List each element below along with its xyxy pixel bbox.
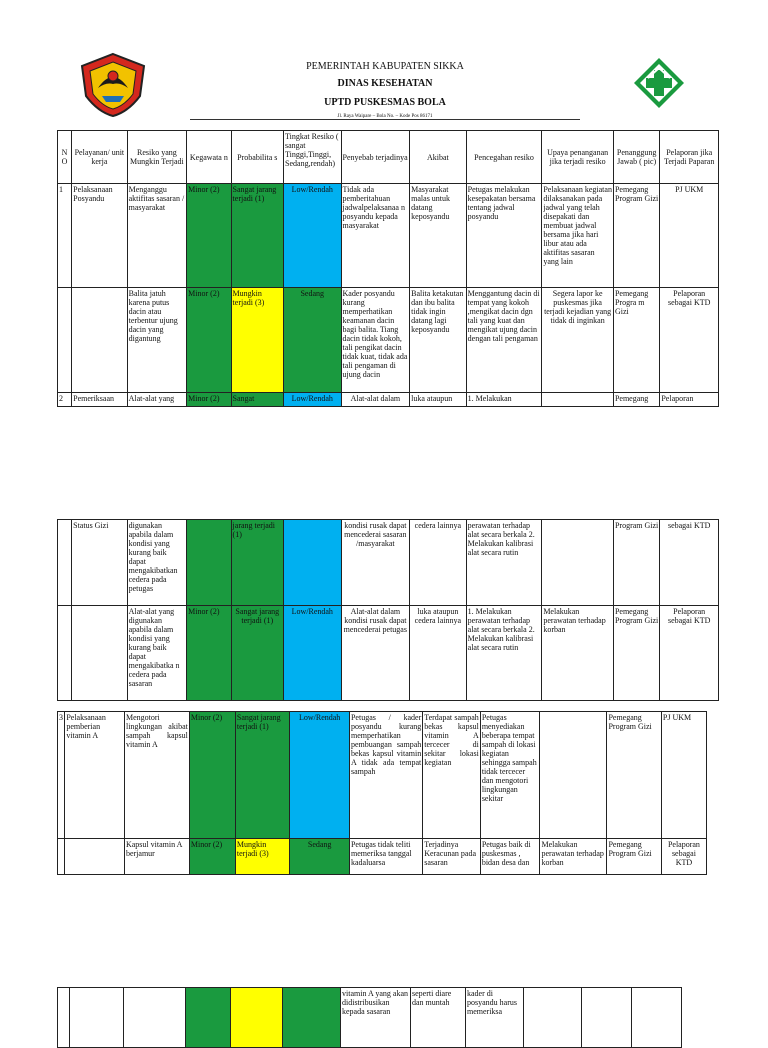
cell-prevention: perawatan terhadap alat secara berkala 2. Melakukan kalibrasi alat secara rutin — [466, 520, 542, 606]
cell-severity: Minor (2) — [189, 839, 235, 875]
cell-risk-level: Low/Rendah — [284, 184, 342, 288]
header-pic: Penanggung Jawab ( pic) — [613, 131, 659, 184]
header-handling: Upaya penanganan jika terjadi resiko — [542, 131, 614, 184]
letterhead — [200, 60, 570, 121]
cell-risk-level — [283, 988, 341, 1048]
header-risk: Resiko yang Mungkin Terjadi — [127, 131, 187, 184]
cell-no — [58, 520, 72, 606]
cell-unit: Pelaksanaan Posyandu — [72, 184, 128, 288]
table-row — [58, 839, 707, 875]
cell-risk: Balita jatuh karena putus dacin atau terbentur ujung dacin yang digantung — [127, 288, 187, 393]
cell-unit: Status Gizi — [72, 520, 128, 606]
cell-severity — [186, 988, 231, 1048]
table-row — [58, 288, 719, 393]
cell-reporting: Pelaporan sebagai KTD — [661, 839, 706, 875]
cell-cause: Alat-alat dalam kondisi rusak dapat mencederai petugas — [341, 606, 410, 701]
table-row — [58, 988, 682, 1048]
cell-probability: Mungkin terjadi (3) — [235, 839, 289, 875]
cell-unit — [70, 988, 124, 1048]
cell-risk: Alat-alat yang — [127, 393, 187, 407]
cell-pic: Pemegang Program Gizi — [613, 606, 659, 701]
cell-reporting: PJ UKM — [660, 184, 719, 288]
cell-prevention: Petugas menyediakan beberapa tempat sampah di lokasi kegiatan sehingga sampah tidak tercecer dan mengotori lingkungan sekitar — [480, 712, 540, 839]
table-row — [58, 606, 719, 701]
cell-reporting: Pelaporan sebagai KTD — [660, 606, 719, 701]
cell-risk-level — [284, 520, 342, 606]
cell-pic — [582, 988, 632, 1048]
cell-cause: kondisi rusak dapat mencederai sasaran /masyarakat — [341, 520, 410, 606]
cell-handling: Pelaksanaan kegiatan dilaksanakan pada jadwal yang telah disepakati dan membuat jadwal bersama jika hari libur atau ada aktifitas sasaran yang lain — [542, 184, 614, 288]
cell-severity: Minor (2) — [187, 184, 231, 288]
header-severity: Kegawata n — [187, 131, 231, 184]
letterhead-address: Jl. Raya Waipare – Bola No. – Kode Pos 86171 — [337, 114, 433, 119]
cell-pic: Pemegang Program Gizi — [607, 839, 661, 875]
cell-prevention: Petugas baik di puskesmas , bidan desa dan — [480, 839, 540, 875]
cell-handling: Melakukan perawatan terhadap korban — [542, 606, 614, 701]
cell-risk — [124, 988, 186, 1048]
cell-probability: Sangat jarang terjadi (1) — [231, 184, 283, 288]
cell-cause: Petugas tidak teliti memeriksa tanggal kadaluarsa — [349, 839, 422, 875]
header-reporting: Pelaporan jika Terjadi Paparan — [660, 131, 719, 184]
cell-unit — [72, 288, 128, 393]
cell-no — [58, 288, 72, 393]
cell-prevention: Petugas melakukan kesepakatan bersama tentang jadwal posyandu — [466, 184, 542, 288]
table-row — [58, 520, 719, 606]
cell-unit — [72, 606, 128, 701]
puskesmas-logo — [632, 56, 686, 110]
header-probability: Probabilita s — [231, 131, 283, 184]
cell-handling: Segera lapor ke puskesmas jika terjadi kejadian yang tidak di inginkan — [542, 288, 614, 393]
cell-probability: Sangat jarang terjadi (1) — [235, 712, 289, 839]
cell-severity — [187, 520, 231, 606]
cell-risk: Alat-alat yang digunakan apabila dalam kondisi yang kurang baik dapat mengakibatka n cedera pada sasaran — [127, 606, 187, 701]
cell-no — [58, 606, 72, 701]
cell-risk: Menganggu aktifitas sasaran / masyarakat — [127, 184, 187, 288]
cell-cause: Alat-alat dalam — [341, 393, 410, 407]
cell-effect: luka ataupun cedera lainnya — [410, 606, 467, 701]
cell-prevention: 1. Melakukan perawatan terhadap alat secara berkala 2. Melakukan kalibrasi alat secara rutin — [466, 606, 542, 701]
cell-reporting: sebagai KTD — [660, 520, 719, 606]
cell-reporting: PJ UKM — [661, 712, 706, 839]
cell-probability: Mungkin terjadi (3) — [231, 288, 283, 393]
cell-probability — [231, 988, 283, 1048]
cell-probability: jarang terjadi (1) — [231, 520, 283, 606]
cell-pic: Pemegang Progra m Gizi — [613, 288, 659, 393]
cell-risk-level: Low/Rendah — [290, 712, 350, 839]
cell-pic: Pemegang — [613, 393, 659, 407]
cell-risk-level: Low/Rendah — [284, 393, 342, 407]
letterhead-unit: UPTD PUSKESMAS BOLA — [324, 97, 446, 108]
cell-no — [58, 839, 65, 875]
cell-cause: vitamin A yang akan didistribusikan kepada sasaran — [341, 988, 411, 1048]
cell-effect: seperti diare dan muntah — [411, 988, 466, 1048]
cell-prevention: kader di posyandu harus memeriksa — [466, 988, 524, 1048]
cell-risk: Kapsul vitamin A berjamur — [124, 839, 189, 875]
cell-unit — [65, 839, 125, 875]
cell-risk-level: Sedang — [290, 839, 350, 875]
cell-probability: Sangat jarang terjadi (1) — [231, 606, 283, 701]
cell-handling — [542, 520, 614, 606]
cell-cause: Tidak ada pemberitahuan jadwalpelaksanaa n posyandu kepada masyarakat — [341, 184, 410, 288]
kabupaten-sikka-emblem — [78, 52, 148, 118]
letterhead-divider — [190, 119, 580, 120]
cell-effect: Terdapat sampah bekas kapsul vitamin A tercecer di sekitar lokasi kegiatan — [423, 712, 481, 839]
cell-risk-level: Sedang — [284, 288, 342, 393]
cell-pic: Pemegang Program Gizi — [607, 712, 661, 839]
cell-no: 3 — [58, 712, 65, 839]
cell-severity: Minor (2) — [187, 288, 231, 393]
cell-effect: Balita ketakutan dan ibu balita tidak ingin datang lagi keposyandu — [410, 288, 467, 393]
table-row — [58, 712, 707, 839]
table-row — [58, 393, 719, 407]
cell-cause: Petugas / kader posyandu kurang memperhatikan pembuangan sampah bekas kapsul vitamin A tidak ada tempat sampah — [349, 712, 422, 839]
cell-pic: Pemegang Program Gizi — [613, 184, 659, 288]
risk-table-page-1 — [57, 130, 719, 407]
cell-risk-level: Low/Rendah — [284, 606, 342, 701]
table-header-row — [58, 131, 719, 184]
cell-risk: Mengotori lingkungan akibat sampah kapsul vitamin A — [124, 712, 189, 839]
cell-unit: Pemeriksaan — [72, 393, 128, 407]
cell-handling — [540, 712, 607, 839]
table-row — [58, 184, 719, 288]
cell-severity: Minor (2) — [187, 393, 231, 407]
header-no: N O — [58, 131, 72, 184]
cell-effect: Masyarakat malas untuk datang keposyandu — [410, 184, 467, 288]
cell-effect: cedera lainnya — [410, 520, 467, 606]
cell-pic: Program Gizi — [613, 520, 659, 606]
cell-effect: Terjadinya Keracunan pada sasaran — [423, 839, 481, 875]
cell-effect: luka ataupun — [410, 393, 467, 407]
risk-table-page-4 — [57, 987, 682, 1048]
risk-table-page-2 — [57, 519, 719, 701]
cell-prevention: 1. Melakukan — [466, 393, 542, 407]
cell-no: 1 — [58, 184, 72, 288]
cell-handling: Melakukan perawatan terhadap korban — [540, 839, 607, 875]
cell-handling — [542, 393, 614, 407]
header-risk-level: Tingkat Resiko ( sangat Tinggi,Tinggi, Sedang,rendah) — [284, 131, 342, 184]
cell-severity: Minor (2) — [187, 606, 231, 701]
cell-reporting — [632, 988, 682, 1048]
cell-reporting: Pelaporan sebagai KTD — [660, 288, 719, 393]
cell-reporting: Pelaporan — [660, 393, 719, 407]
header-prevention: Pencegahan resiko — [466, 131, 542, 184]
cell-severity: Minor (2) — [189, 712, 235, 839]
cell-no — [58, 988, 70, 1048]
letterhead-government: PEMERINTAH KABUPATEN SIKKA — [306, 61, 464, 72]
header-unit: Pelayanan/ unit kerja — [72, 131, 128, 184]
cell-risk: digunakan apabila dalam kondisi yang kurang baik dapat mengakibatkan cedera pada petugas — [127, 520, 187, 606]
cell-prevention: Menggantung dacin di tempat yang kokoh ,mengikat dacin dgn tali yang kuat dan mengikat ujung dacin dengan tali pengaman — [466, 288, 542, 393]
header-cause: Penyebab terjadinya — [341, 131, 410, 184]
letterhead-department: DINAS KESEHATAN — [337, 78, 433, 89]
header-effect: Akibat — [410, 131, 467, 184]
risk-table-page-3 — [57, 711, 707, 875]
cell-probability: Sangat — [231, 393, 283, 407]
cell-no: 2 — [58, 393, 72, 407]
cell-cause: Kader posyandu kurang memperhatikan keamanan dacin bagi balita. Tiang dacin tidak kokoh, tali pengikat dacin tidak kuat, tidak ada tali pengaman di ujung dacin — [341, 288, 410, 393]
cell-unit: Pelaksanaan pemberian vitamin A — [65, 712, 125, 839]
cell-handling — [524, 988, 582, 1048]
